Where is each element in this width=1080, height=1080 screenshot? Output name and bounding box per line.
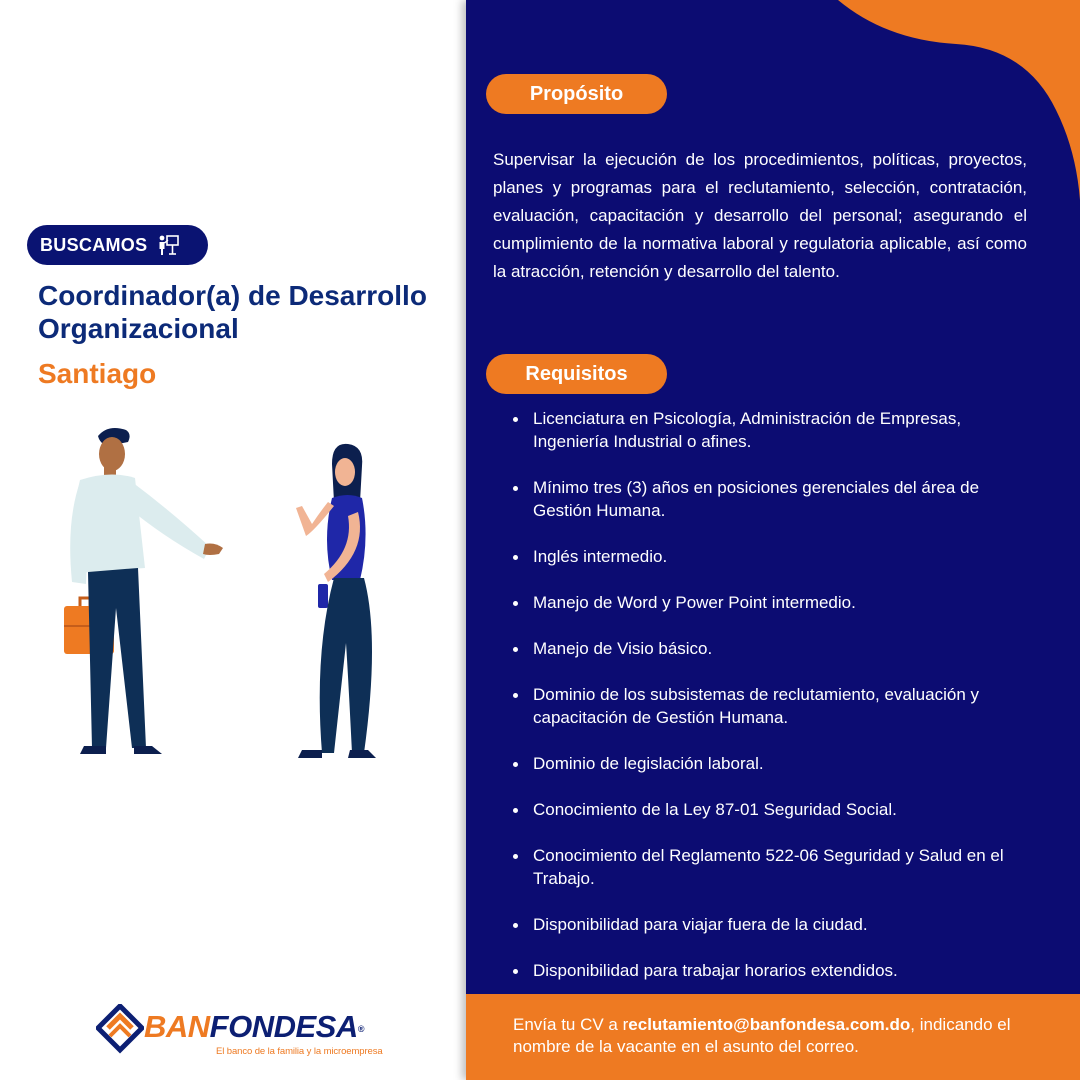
logo-registered: ®: [357, 1024, 364, 1034]
requirements-list: [510, 407, 1030, 1005]
requirements-heading: Requisitos: [486, 354, 667, 394]
purpose-text: Supervisar la ejecución de los procedimientos, políticas, proyectos, planes y programas para el reclutamiento, selección, contratación, evaluación, capacitación y desarrollo del personal; asegurando el cumplimiento de la normativa laboral y regulatoria aplicable, así como la atracción, retención y desarrollo del talento.: [493, 150, 1027, 281]
presenter-icon: [157, 234, 179, 256]
buscamos-badge: [27, 225, 208, 265]
footer-cta: [466, 994, 1080, 1080]
man-figure: [64, 428, 223, 754]
left-panel: [0, 0, 466, 1080]
logo-wordmark: [144, 1010, 364, 1044]
badge-label: BUSCAMOS: [40, 234, 148, 255]
list-item: Licenciatura en Psicología, Administración de Empresas, Ingeniería Industrial o afines.: [510, 407, 1030, 453]
job-title: Coordinador(a) de Desarrollo Organizacional: [38, 280, 427, 344]
footer-email-link[interactable]: eclutamiento@banfondesa.com.do: [628, 1015, 911, 1034]
footer-suffix: , indicando el nombre de la vacante en el asunto del correo.: [513, 1015, 1011, 1056]
list-item: Conocimiento de la Ley 87-01 Seguridad Social.: [510, 798, 1030, 821]
purpose-heading: Propósito: [486, 74, 667, 114]
list-item: Conocimiento del Reglamento 522-06 Seguridad y Salud en el Trabajo.: [510, 844, 1030, 890]
woman-figure: [296, 444, 376, 758]
job-location: Santiago: [38, 358, 157, 389]
list-item: Manejo de Word y Power Point intermedio.: [510, 591, 1030, 614]
logo-tagline: El banco de la familia y la microempresa: [216, 1046, 383, 1057]
list-item: Dominio de los subsistemas de reclutamiento, evaluación y capacitación de Gestión Humana.: [510, 683, 1030, 729]
list-item: Manejo de Visio básico.: [510, 637, 1030, 660]
list-item: Disponibilidad para trabajar horarios extendidos.: [510, 959, 1030, 982]
logo-mark-icon: [96, 1004, 144, 1054]
footer-prefix: Envía tu CV a r: [513, 1015, 629, 1034]
list-item: Disponibilidad para viajar fuera de la ciudad.: [510, 913, 1030, 936]
right-panel: [466, 0, 1080, 1080]
interview-illustration: [40, 420, 400, 770]
list-item: Inglés intermedio.: [510, 545, 1030, 568]
banfondesa-logo: [96, 1004, 386, 1060]
logo-part-ban: BAN: [144, 1009, 210, 1044]
list-item: Dominio de legislación laboral.: [510, 752, 1030, 775]
logo-part-fondesa: FONDESA: [209, 1009, 358, 1044]
list-item: Mínimo tres (3) años en posiciones gerenciales del área de Gestión Humana.: [510, 476, 1030, 522]
